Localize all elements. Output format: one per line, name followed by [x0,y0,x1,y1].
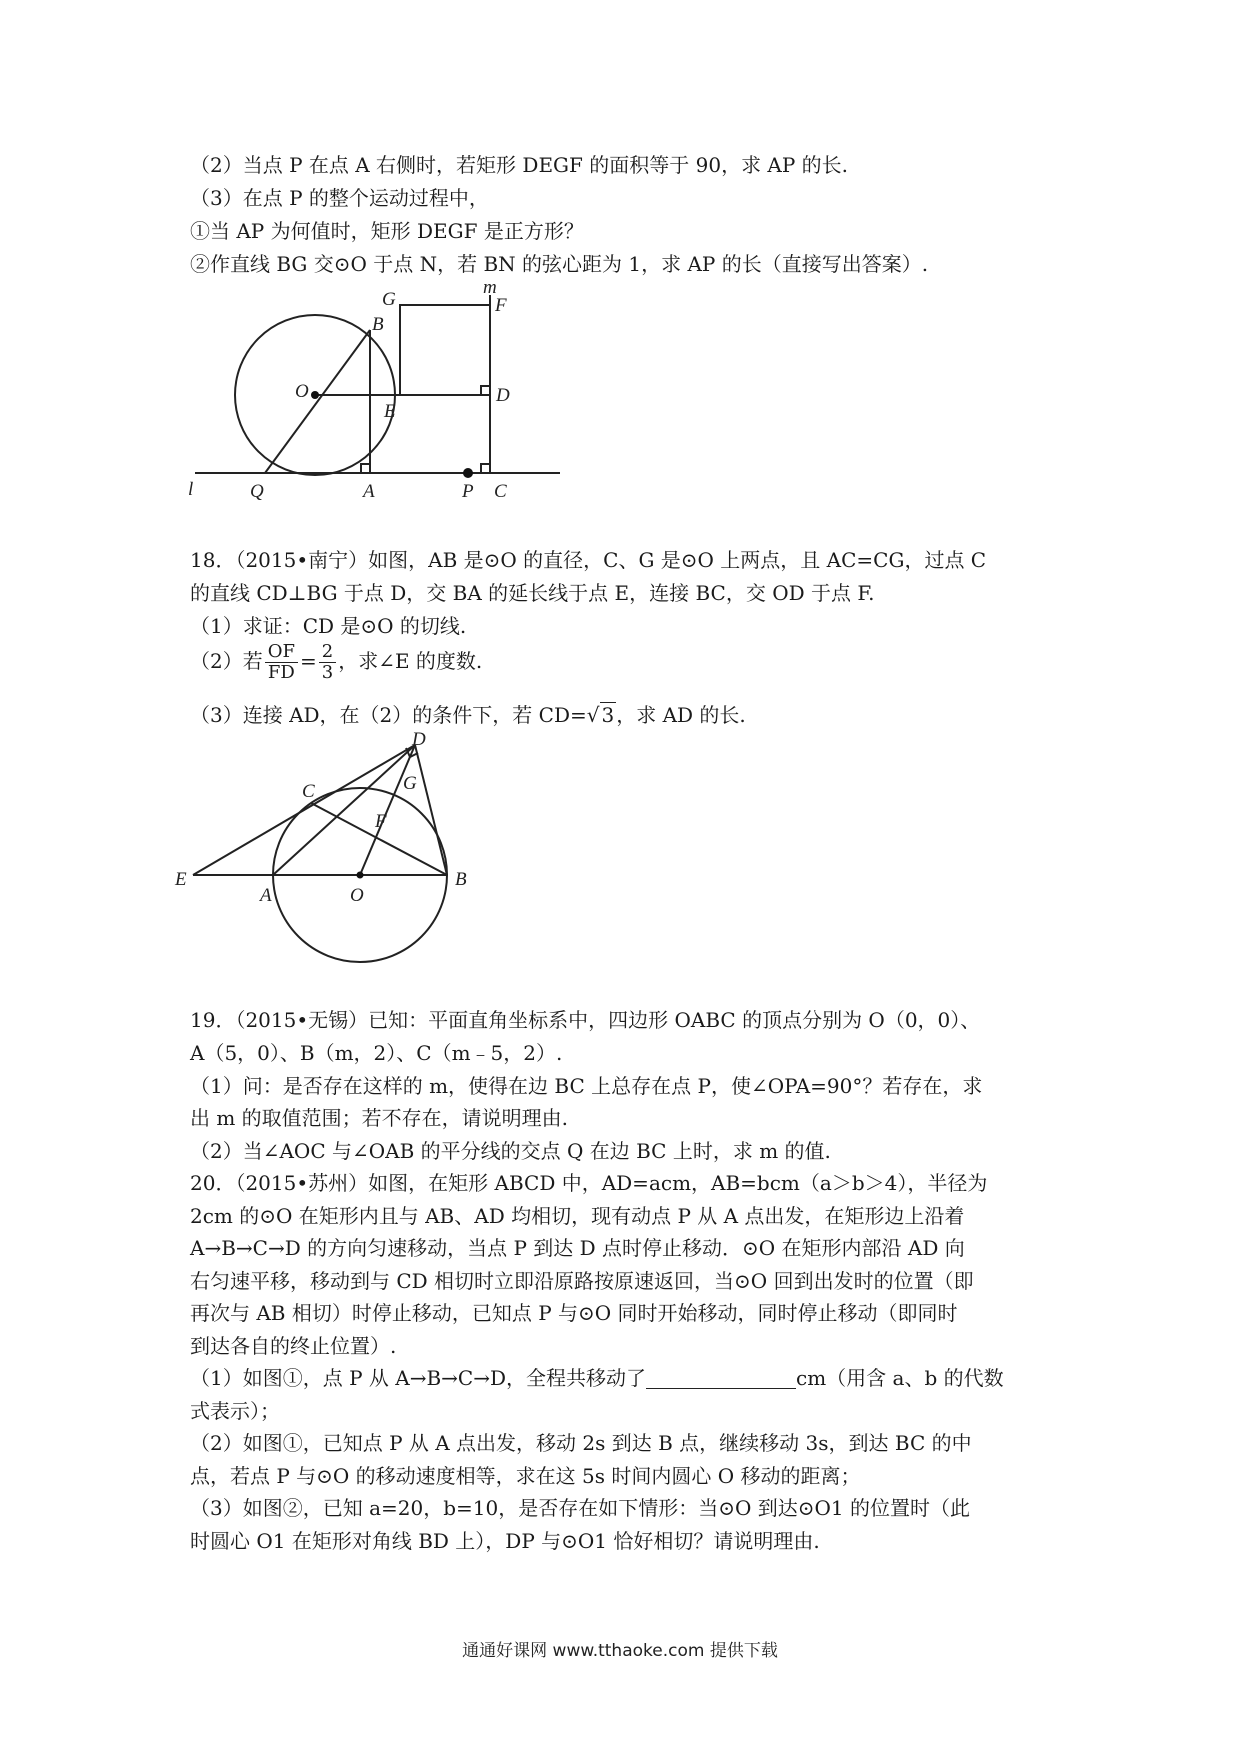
label-D: D [412,729,426,750]
q20-part1: （1）如图①，点 P 从 A→B→C→D，全程共移动了 cm（用含 a、b 的代数 [190,1366,1004,1390]
label-A: A [363,481,375,502]
label-C: C [494,481,507,502]
sqrt-3: √ 3 [586,703,615,727]
label-C: C [302,781,315,802]
q20-line5: 再次与 AB 相切）时停止移动，已知点 P 与⊙O 同时开始移动，同时停止移动（即同时 [190,1301,958,1325]
label-P: P [462,481,474,502]
q18-figure [175,729,540,990]
q17-part3-2: ②作直线 BG 交⊙O 于点 N，若 BN 的弦心距为 1，求 AP 的长（直接写出答案）. [190,252,929,276]
label-B: B [372,314,384,335]
fraction-2-3: $\frac{2}{3}$ [319,642,336,683]
label-E: E [384,401,396,422]
label-B: B [455,869,467,890]
q19-part1b: 出 m 的取值范围；若不存在，请说明理由. [190,1106,569,1130]
q17-part2: （2）当点 P 在点 A 右侧时，若矩形 DEGF 的面积等于 90，求 AP 的长. [190,153,849,177]
q19-line2: A（5，0）、B（m，2）、C（m﹣5，2）. [190,1041,563,1065]
q17-part3: （3）在点 P 的整个运动过程中， [190,186,489,210]
q20-part3b: 时圆心 O1 在矩形对角线 BD 上），DP 与⊙O1 恰好相切？请说明理由. [190,1529,820,1553]
fraction-of-fd: $\frac{OF}{FD}$ [265,642,298,683]
label-O: O [350,885,364,906]
answer-blank[interactable] [646,1366,796,1389]
label-O: O [295,381,309,402]
q17-part3-1: ①当 AP 为何值时，矩形 DEGF 是正方形？ [190,219,584,243]
q19-part1a: （1）问：是否存在这样的 m，使得在边 BC 上总存在点 P，使∠OPA=90°？若存在，求 [190,1074,983,1098]
page-footer: 通通好课网 www.tthaoke.com 提供下载 [462,1641,778,1661]
q20-part2b: 点，若点 P 与⊙O 的移动速度相等，求在这 5s 时间内圆心 O 移动的距离； [190,1464,861,1488]
q20-line3: A→B→C→D 的方向匀速移动，当点 P 到达 D 点时停止移动．⊙O 在矩形内部沿 AD 向 [190,1236,965,1260]
q17-figure [180,277,580,530]
q19-line1: 19．（2015•无锡）已知：平面直角坐标系中，四边形 OABC 的顶点分别为 O（0，0）、 [190,1008,981,1032]
label-l: l [188,479,194,500]
q19-part2: （2）当∠AOC 与∠OAB 的平分线的交点 Q 在边 BC 上时，求 m 的值. [190,1139,831,1163]
q20-line1: 20．（2015•苏州）如图，在矩形 ABCD 中，AD=acm，AB=bcm（a＞b＞4），半径为 [190,1171,988,1195]
label-D: D [496,385,510,406]
label-m: m [483,277,497,298]
q20-line2: 2cm 的⊙O 在矩形内且与 AB、AD 均相切，现有动点 P 从 A 点出发，在矩形边上沿着 [190,1204,965,1228]
label-E: E [175,869,187,890]
label-G: G [403,773,417,794]
q18-part3: （3）连接 AD，在（2）的条件下，若 CD=√ 3 ，求 AD 的长. [190,700,746,730]
q20-line4: 右匀速平移，移动到与 CD 相切时立即沿原路按原速返回，当⊙O 回到出发时的位置（即 [190,1269,974,1293]
label-A: A [260,885,272,906]
q18-line2: 的直线 CD⊥BG 于点 D，交 BA 的延长线于点 E，连接 BC，交 OD 于点 F. [190,581,875,605]
q20-part3a: （3）如图②，已知 a=20，b=10，是否存在如下情形：当⊙O 到达⊙O1 的位置时（此 [190,1496,970,1520]
label-Q: Q [250,481,264,502]
label-F: F [495,295,507,316]
q18-part1: （1）求证：CD 是⊙O 的切线. [190,614,467,638]
q20-part2a: （2）如图①，已知点 P 从 A 点出发，移动 2s 到达 B 点，继续移动 3s，到达 BC 的中 [190,1431,972,1455]
q18-line1: 18．（2015•南宁）如图，AB 是⊙O 的直径，C、G 是⊙O 上两点，且 AC=CG，过点 C [190,548,987,572]
label-F: F [375,811,387,832]
q18-part2: （2）若 $\frac{OF}{FD}$ = $\frac{2}{3}$ ，求∠E 的度数. [190,641,483,683]
label-G: G [382,289,396,310]
q20-line6: 到达各自的终止位置）. [190,1334,397,1358]
q20-part1-line2: 式表示）； [190,1399,280,1423]
